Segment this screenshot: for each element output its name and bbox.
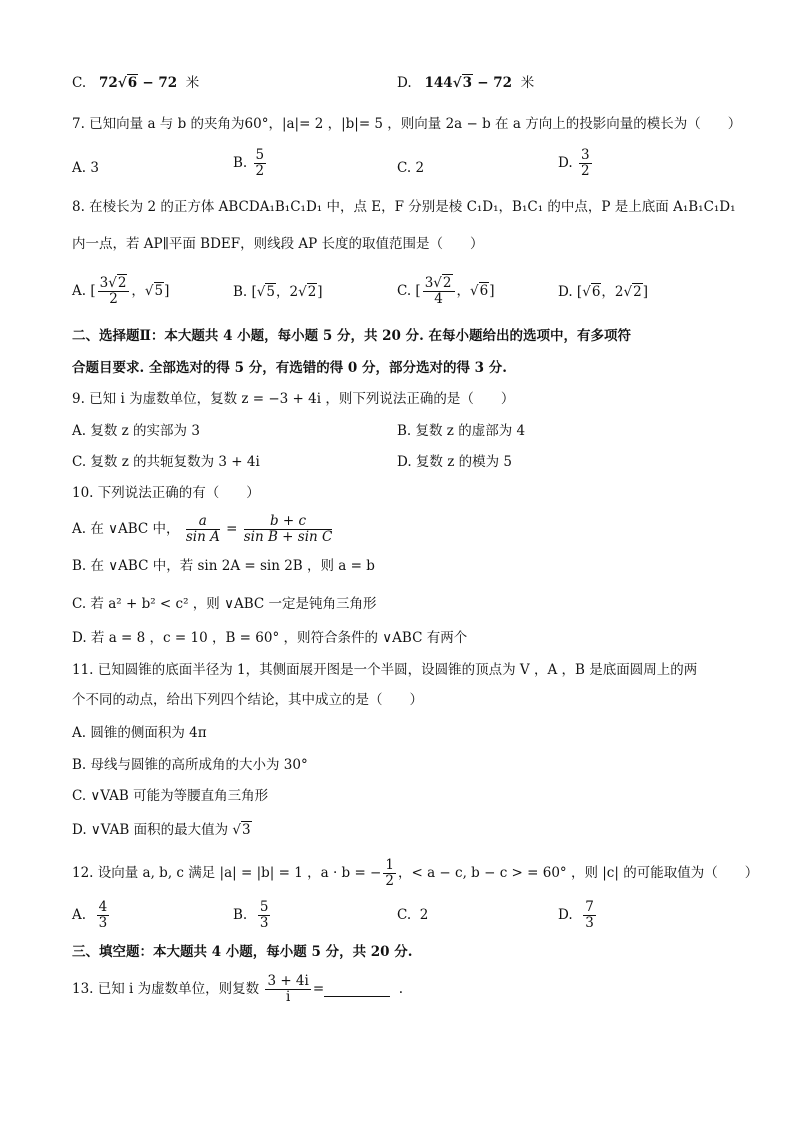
q10-option-b: B. 在 ∨ABC 中，若 sin 2A = sin 2B ，则 a = b — [72, 558, 375, 574]
q6-option-d: D. 144√3 − 72 米 — [397, 75, 535, 91]
q9-option-c: C. 复数 z 的共轭复数为 3 + 4i — [72, 454, 260, 470]
q9-stem: 9. 已知 i 为虚数单位，复数 z = −3 + 4i ，则下列说法正确的是（ ） — [72, 391, 515, 407]
q7-option-c: C. 2 — [397, 160, 425, 176]
q13-answer-blank[interactable] — [324, 982, 390, 997]
q8-stem-line2: 内一点，若 AP∥平面 BDEF，则线段 AP 长度的取值范围是（ ） — [72, 236, 484, 252]
q8-option-c: C. [ $\frac{3√2}{4}$ ，√6] — [397, 275, 495, 307]
q8-option-b: B. [√5，2√2] — [233, 284, 323, 300]
q7-stem: 7. 已知向量 a 与 b 的夹角为60°，|a|= 2 ，|b|= 5 ，则向量 2a − b 在 a 方向上的投影向量的模长为（ ） — [72, 116, 742, 132]
q10-option-d: D. 若 a = 8 ，c = 10 ，B = 60° ，则符合条件的 ∨ABC 有两个 — [72, 630, 468, 646]
q8-option-a: A. [ $\frac{3√2}{2}$ ，√5] — [72, 275, 170, 307]
q13-stem: 13. 已知 i 为虚数单位，则复数 $\frac{3 + 4i}{i}$ = . — [72, 973, 404, 1005]
section3-heading: 三、填空题：本大题共 4 小题，每小题 5 分，共 20 分. — [72, 944, 413, 960]
q8-option-d: D. [√6，2√2] — [558, 284, 648, 300]
q7-option-b: B. $\frac{5}{2}$ — [233, 147, 265, 179]
q10-option-c: C. 若 a² + b² < c² ，则 ∨ABC 一定是钝角三角形 — [72, 596, 377, 612]
q12-option-d: D. $\frac{7}{3}$ — [558, 899, 594, 931]
q10-stem: 10. 下列说法正确的有（ ） — [72, 485, 260, 501]
section2-heading-line2: 合题目要求. 全部选对的得 5 分，有选错的得 0 分，部分选对的得 3 分. — [72, 360, 507, 376]
q11-option-a: A. 圆锥的侧面积为 4π — [72, 725, 207, 741]
q8-stem-line1: 8. 在棱长为 2 的正方体 ABCDA₁B₁C₁D₁ 中，点 E，F 分别是棱 C₁D₁，B₁C₁ 的中点，P 是上底面 A₁B₁C₁D₁ — [72, 199, 736, 215]
q12-option-a: A. $\frac{4}{3}$ — [72, 899, 108, 931]
q9-option-a: A. 复数 z 的实部为 3 — [72, 423, 200, 439]
section2-heading-line1: 二、选择题Ⅱ：本大题共 4 小题，每小题 5 分，共 20 分. 在每小题给出的选项中，有多项符 — [72, 328, 632, 344]
q7-option-d: D. $\frac{3}{2}$ — [558, 147, 590, 179]
q12-option-b: B. $\frac{5}{3}$ — [233, 899, 269, 931]
q11-option-d: D. ∨VAB 面积的最大值为 √3 — [72, 822, 251, 838]
q10-option-a: A. 在 ∨ABC 中， $\frac{a}{\text{sin A}}$ = $\frac{b + c}{\text{sin B + sin C}}$ — [72, 513, 333, 545]
q11-stem-line1: 11. 已知圆锥的底面半径为 1，其侧面展开图是一个半圆，设圆锥的顶点为 V ，A ，B 是底面圆周上的两 — [72, 662, 698, 678]
q9-option-b: B. 复数 z 的虚部为 4 — [397, 423, 526, 439]
q11-option-c: C. ∨VAB 可能为等腰直角三角形 — [72, 788, 269, 804]
q6-option-c: C. 72√6 − 72 米 — [72, 75, 200, 91]
q12-stem: 12. 设向量 a, b, c 满足 |a| = |b| = 1 ，a · b = − $\frac{1}{2}$ ，< a − c, b − c > = 60° ，则 |c| 的可能取值为（ ） — [72, 857, 759, 889]
q11-option-b: B. 母线与圆锥的高所成角的大小为 30° — [72, 757, 308, 773]
q7-option-a: A. 3 — [72, 160, 99, 176]
q9-option-d: D. 复数 z 的模为 5 — [397, 454, 513, 470]
q11-stem-line2: 个不同的动点，给出下列四个结论，其中成立的是（ ） — [72, 692, 423, 708]
q12-option-c: C. 2 — [397, 907, 429, 923]
